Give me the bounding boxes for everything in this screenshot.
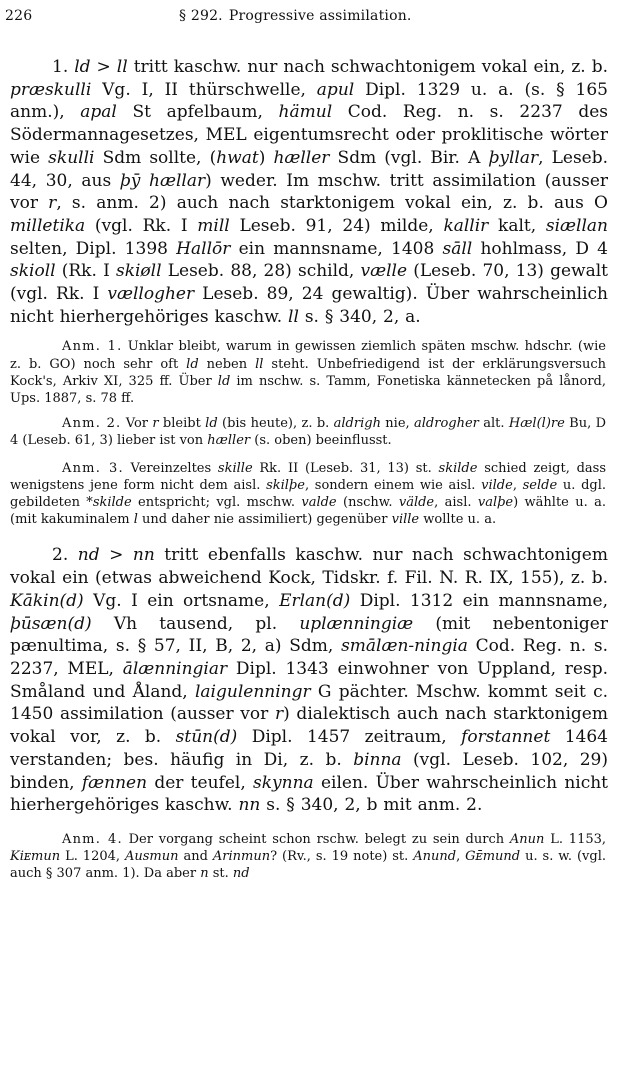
example-word: skynna bbox=[253, 772, 314, 793]
text-run: kalt, bbox=[488, 215, 546, 236]
example-word: r bbox=[274, 704, 284, 725]
text-run: G pächter. Mschw. kommt seit c. 1450 assimilation (ausser vor bbox=[10, 681, 608, 725]
text-run: (nschw. bbox=[336, 495, 399, 511]
text-run: Leseb. 91, 24) milde, bbox=[229, 215, 444, 236]
example-word: skulli bbox=[48, 147, 95, 168]
example-word: vællogher bbox=[107, 284, 195, 305]
text-run: u. dgl. gebildeten * bbox=[10, 477, 607, 511]
example-word: stūn(d) bbox=[175, 727, 238, 748]
text-run: Dipl. 1457 zeitraum, bbox=[237, 727, 462, 748]
example-word: mill bbox=[197, 215, 230, 236]
example-word: vilde bbox=[481, 477, 513, 493]
text-run: 1464 verstanden; bes. häufig in Di, z. b. bbox=[10, 727, 608, 770]
text-run: St apfelbaum, bbox=[116, 102, 279, 123]
paragraph-number: 2. bbox=[52, 545, 78, 566]
example-word: valþe bbox=[477, 495, 514, 511]
text-run: Vereinzeltes bbox=[123, 460, 218, 476]
text-run: eilen. Über wahrscheinlich nicht hierhergehöriges kaschw. bbox=[10, 772, 609, 816]
text-run: st. bbox=[208, 866, 233, 882]
example-word: þȳ hællar bbox=[119, 170, 206, 191]
example-word: hwat bbox=[216, 147, 259, 168]
section-title: Progressive assimilation. bbox=[228, 8, 412, 24]
example-word: forstannet bbox=[461, 727, 551, 748]
example-word: ld bbox=[205, 416, 218, 432]
annotation-label: Anm. 4. bbox=[62, 831, 123, 847]
text-run: Dipl. 1343 einwohner von Uppland, resp. Småland und Åland, bbox=[10, 658, 608, 702]
example-word: ll bbox=[288, 306, 299, 327]
text-run: Vor bbox=[121, 416, 153, 432]
annotation-label: Anm. 2. bbox=[62, 416, 122, 432]
example-word: vælle bbox=[360, 261, 408, 282]
example-word: siællan bbox=[545, 215, 608, 236]
text-run: Dipl. 1312 ein mannsname, bbox=[350, 590, 608, 611]
text-run: Unklar bleibt, warum in gewissen ziemlich späten mschw. hdschr. (wie z. b. GO) noch sehr oft bbox=[10, 339, 606, 372]
text-run: im nschw. s. Tamm, Fonetiska kännetecken på lånord, Ups. 1887, s. 78 ff. bbox=[10, 373, 606, 407]
text-run: tritt ebenfalls kaschw. nur nach schwachtonigem vokal ein (etwas abweichend Kock, Tidskr. f. Fil. N. R. IX, 155), z. b. bbox=[10, 545, 608, 589]
example-word: ll bbox=[255, 356, 264, 372]
text-run: ) wählte u. a. (mit kakuminalem bbox=[10, 495, 606, 528]
example-word: ālænningiar bbox=[122, 658, 228, 679]
example-word: uplænningiæ bbox=[299, 613, 414, 634]
text-run: ) bbox=[258, 147, 274, 168]
example-word: præskulli bbox=[10, 79, 92, 100]
example-word: skioll bbox=[10, 261, 56, 282]
text-run: (mit nebentoniger pænultima, s. § 57, II, B, 2, a) Sdm, bbox=[10, 613, 608, 657]
text-run: Vg. I, II thürschwelle, bbox=[91, 79, 317, 100]
example-word: r bbox=[48, 193, 57, 214]
text-run: schied zeigt, dass wenigstens jene form nicht dem aisl. bbox=[10, 460, 606, 493]
annotation-label: Anm. 1. bbox=[62, 339, 123, 355]
page-number: 226 bbox=[5, 8, 33, 24]
text-run: ) weder. Im mschw. tritt assimilation (ausser vor bbox=[10, 170, 609, 214]
text-run: ein mannsname, 1408 bbox=[230, 238, 443, 259]
example-word: selde bbox=[522, 477, 558, 493]
example-word: binna bbox=[353, 749, 402, 770]
text-run: Der vorgang scheint schon rschw. belegt zu sein durch bbox=[122, 831, 510, 847]
text-run: hohlmass, D 4 bbox=[472, 238, 609, 259]
text-run: steht. Unbefriedigend ist der erklärungsversuch Kock's, Arkiv XI, 325 ff. Über bbox=[10, 356, 606, 389]
example-word: hämul bbox=[278, 102, 333, 123]
example-word: Anund bbox=[413, 849, 457, 865]
text-run: , aisl. bbox=[434, 495, 478, 511]
text-run: alt. bbox=[478, 416, 509, 432]
text-run: der teufel, bbox=[147, 772, 254, 793]
example-word: laigulenningr bbox=[194, 681, 311, 702]
text-run: L. 1153, bbox=[544, 831, 607, 847]
example-word: aldrogher bbox=[414, 416, 479, 432]
annotation-label: Anm. 3. bbox=[62, 460, 124, 476]
text-run: Sdm sollte, ( bbox=[94, 147, 217, 168]
text-run: , bbox=[512, 477, 523, 493]
text-run: (bis heute), z. b. bbox=[217, 416, 334, 432]
paragraph-number: 1. bbox=[52, 57, 75, 77]
example-word: smālæn-ningia bbox=[341, 636, 468, 657]
text-run: u. s. w. (vgl. auch § 307 anm. 1). Da aber bbox=[10, 849, 606, 882]
text-run: (s. oben) beeinflusst. bbox=[250, 433, 392, 449]
example-word: n bbox=[200, 866, 209, 882]
text-run: s. § 340, 2, a. bbox=[298, 306, 421, 327]
text-run: Leseb. 88, 28) schild, bbox=[161, 261, 361, 282]
text-run: Cod. Reg. n. s. 2237 des Södermannagesetzes, MEL eigentumsrecht oder proklitische wörter wie bbox=[10, 102, 608, 168]
text-run: L. 1204, bbox=[60, 849, 125, 865]
example-word: apul bbox=[316, 79, 355, 100]
example-word: skille bbox=[217, 460, 253, 476]
text-run: , bbox=[456, 849, 466, 865]
example-word: välde bbox=[398, 495, 435, 511]
text-run: bleibt bbox=[158, 416, 206, 432]
example-word: þyllar bbox=[488, 147, 539, 168]
example-word: skilde bbox=[92, 495, 132, 511]
example-word: milletika bbox=[10, 215, 86, 236]
text-run: wollte u. a. bbox=[419, 512, 497, 528]
example-word: sāll bbox=[442, 238, 473, 259]
example-word: ville bbox=[391, 512, 420, 528]
example-word: ld bbox=[186, 356, 199, 372]
example-word: Anun bbox=[509, 831, 545, 847]
text-run: selten, Dipl. 1398 bbox=[10, 238, 177, 259]
text-run: Leseb. 89, 24 gewaltig). Über wahrscheinlich nicht hierhergehöriges kaschw. bbox=[10, 284, 608, 327]
example-word: hæller bbox=[273, 147, 330, 168]
text-run: , sondern einem wie aisl. bbox=[304, 477, 482, 493]
example-word: Hallōr bbox=[176, 238, 231, 259]
example-word: skilde bbox=[438, 460, 478, 476]
text-run: Dipl. 1329 u. a. (s. § 165 anm.), bbox=[10, 79, 609, 123]
text-run: s. § 340, 2, b mit anm. 2. bbox=[260, 795, 483, 816]
annotation-4 bbox=[10, 831, 608, 883]
text-run: Cod. Reg. n. s. 2237, MEL, bbox=[10, 636, 608, 679]
text-run: Vh tausend, pl. bbox=[91, 613, 300, 634]
example-word: Ausmun bbox=[124, 849, 179, 865]
section-number: § 292. bbox=[179, 8, 223, 24]
text-run: Vg. I ein ortsname, bbox=[83, 590, 280, 611]
text-run: , s. anm. 2) auch nach starktonigem vokal ein, z. b. aus O bbox=[56, 193, 608, 214]
example-word: Gᴇ̄mund bbox=[465, 849, 521, 865]
paragraph-2 bbox=[10, 544, 608, 816]
text-run: and bbox=[178, 849, 213, 865]
example-word: Kiᴇmun bbox=[10, 849, 61, 865]
example-word: nd bbox=[232, 866, 250, 882]
text-run: (vgl. Rk. I bbox=[85, 215, 198, 236]
example-word: Arinmun bbox=[212, 849, 271, 865]
annotation-2 bbox=[10, 415, 608, 449]
annotation-1 bbox=[10, 338, 608, 407]
text-run: , Leseb. 44, 30, aus bbox=[10, 147, 609, 191]
example-word: Erlan(d) bbox=[279, 590, 351, 611]
example-word: Hæl(l)re bbox=[508, 416, 565, 432]
text-run: Bu, D 4 (Leseb. 61, 3) lieber ist von bbox=[10, 416, 607, 449]
rule-formula: nd > nn bbox=[77, 545, 155, 566]
example-word: valde bbox=[301, 495, 337, 511]
example-word: Kākin(d) bbox=[10, 590, 84, 611]
text-run: und daher nie assimiliert) gegenüber bbox=[137, 512, 392, 528]
body-text bbox=[10, 56, 608, 883]
text-run: (vgl. Leseb. 102, 29) binden, bbox=[10, 749, 608, 793]
running-header bbox=[5, 8, 605, 32]
annotation-3 bbox=[10, 460, 608, 529]
example-word: skiøll bbox=[115, 261, 162, 282]
text-run: (Leseb. 70, 13) gewalt (vgl. Rk. I bbox=[10, 261, 609, 305]
text-run: ? (Rv., s. 19 note) st. bbox=[270, 849, 414, 865]
text-run: (Rk. I bbox=[55, 261, 116, 282]
rule-formula: ld > ll bbox=[74, 57, 128, 77]
example-word: hæller bbox=[207, 433, 251, 449]
example-word: apal bbox=[80, 102, 117, 123]
section-heading bbox=[179, 8, 412, 24]
example-word: r bbox=[152, 416, 159, 432]
text-run: neben bbox=[198, 356, 256, 372]
example-word: kallir bbox=[443, 215, 489, 236]
example-word: ld bbox=[217, 373, 231, 389]
text-run: nie, bbox=[380, 416, 415, 432]
example-word: l bbox=[133, 512, 138, 528]
example-word: skilþe bbox=[266, 477, 305, 493]
example-word: aldrigh bbox=[333, 416, 381, 432]
text-run: ) dialektisch auch nach starktonigem vokal vor, z. b. bbox=[10, 704, 608, 748]
example-word: þūsæn(d) bbox=[10, 613, 92, 634]
text-run: Sdm (vgl. Bir. A bbox=[329, 147, 489, 168]
example-word: fænnen bbox=[81, 772, 148, 793]
text-run: entspricht; vgl. mschw. bbox=[131, 495, 302, 511]
paragraph-1 bbox=[10, 56, 608, 328]
text-run: Rk. II (Leseb. 31, 13) st. bbox=[252, 460, 439, 476]
text-run: tritt kaschw. nur nach schwachtonigem vokal ein, z. b. bbox=[127, 57, 609, 77]
example-word: nn bbox=[238, 795, 261, 816]
